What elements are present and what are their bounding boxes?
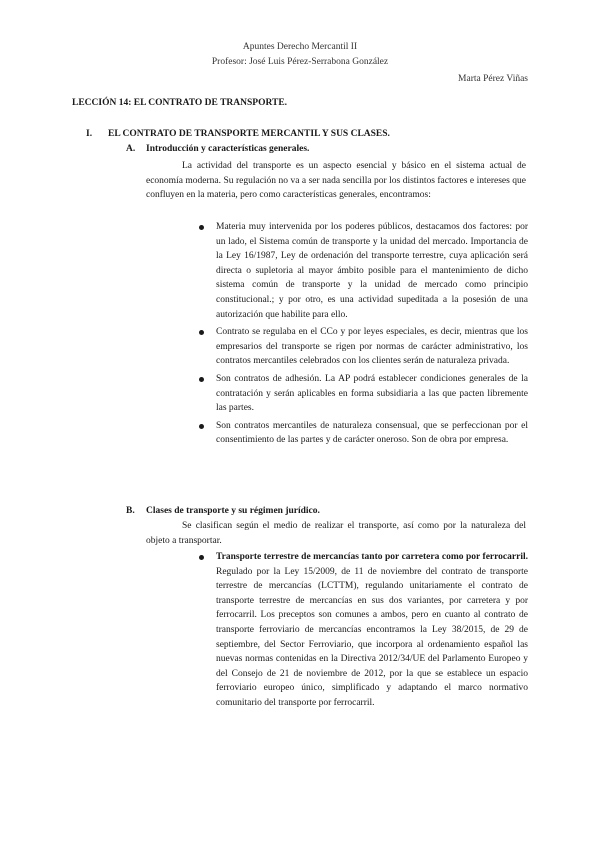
- list-item: [216, 372, 528, 416]
- header-professor: Profesor: José Luis Pérez-Serrabona González: [211, 57, 389, 67]
- bullet-icon: [199, 330, 204, 335]
- list-item-bold-lead: Transporte terrestre de mercancías tanto por carretera como por ferrocarril.: [216, 552, 528, 562]
- list-item: [216, 220, 528, 322]
- list-item-text: Son contratos de adhesión. La AP podrá establecer condiciones generales de la contratación y serán aplicables en forma subsidiaria a las que pacten libremente las partes.: [216, 373, 528, 414]
- list-item-text: Regulado por la Ley 15/2009, de 11 de noviembre del contrato de transporte terrestre de mercancías (LCTTM), regulando unitariamente el contrato de transporte terrestre de mercancías en sus dos variantes, por carretera y por ferrocarril. Los preceptos son comunes a ambos, pero en cuanto al contrato de transporte ferroviario de mercancías encontramos la Ley 38/2015, de 29 de septiembre, del Sector Ferroviario, que incorpora al ordenamiento español las nuevas normas contenidas en la Directiva 2012/34/UE del Parlamento Europeo y del Consejo de 21 de noviembre de 2012, por la que se establece un espacio ferroviario europeo único, simplificado y adaptando el marco normativo comunitario del transporte por ferrocarril.: [216, 566, 528, 708]
- subsection-b-title: Clases de transporte y su régimen jurídico.: [146, 506, 320, 516]
- list-item-text: Materia muy intervenida por los poderes públicos, destacamos dos factores: por un lado, el Sistema común de transporte y la unidad del mercado. Importancia de la Ley 16/1987, Ley de ordenación del transporte terrestre, cuya aplicación será directa o supletoria al mayor ámbito posible para el mantenimiento de dicho sistema común de transporte y la unidad de mercado como principio constitucional.; y por otro, es una actividad supeditada a la posesión de una autorización que habilite para ello.: [216, 222, 528, 320]
- lesson-title: LECCIÓN 14: EL CONTRATO DE TRANSPORTE.: [72, 98, 288, 108]
- subsection-a-title: Introducción y características generales.: [146, 144, 310, 154]
- list-item: [216, 325, 528, 369]
- section-number: I.: [86, 129, 93, 139]
- bullet-icon: [199, 424, 204, 429]
- subsection-b-bullets: [216, 550, 528, 714]
- subsection-a-letter: A.: [126, 144, 136, 154]
- list-item-text: Contrato se regulaba en el CCo y por leyes especiales, es decir, mientras que los empresarios del transporte se rigen por normas de carácter administrativo, los contratos mercantiles celebrados con los clientes serán de naturaleza privada.: [216, 327, 528, 367]
- header-course: Apuntes Derecho Mercantil II: [242, 42, 358, 52]
- bullet-icon: [199, 377, 204, 382]
- subsection-b-heading: [126, 506, 320, 516]
- section-heading: [86, 129, 390, 139]
- subsection-b-letter: B.: [126, 506, 135, 516]
- list-item-text: Son contratos mercantiles de naturaleza consensual, que se perfeccionan por el consentimiento de las partes y de carácter oneroso. Son de obra por empresa.: [216, 420, 528, 446]
- section-title: EL CONTRATO DE TRANSPORTE MERCANTIL Y SUS CLASES.: [108, 129, 390, 139]
- header-author: Marta Pérez Viñas: [458, 74, 528, 84]
- bullet-icon: [199, 555, 204, 560]
- subsection-a-bullets: [216, 220, 528, 451]
- list-item: [216, 550, 528, 711]
- subsection-a-paragraph: La actividad del transporte es un aspecto esencial y básico en el sistema actual de economía moderna. Su regulación no va a ser nada sencilla por los distintos factores e intereses que confluyen en la materia, pero como características generales, encontramos:: [146, 161, 526, 201]
- subsection-a-heading: [126, 144, 309, 154]
- list-item: [216, 419, 528, 448]
- subsection-b-paragraph: Se clasifican según el medio de realizar el transporte, así como por la naturaleza del objeto a transportar.: [146, 521, 526, 546]
- bullet-icon: [199, 225, 204, 230]
